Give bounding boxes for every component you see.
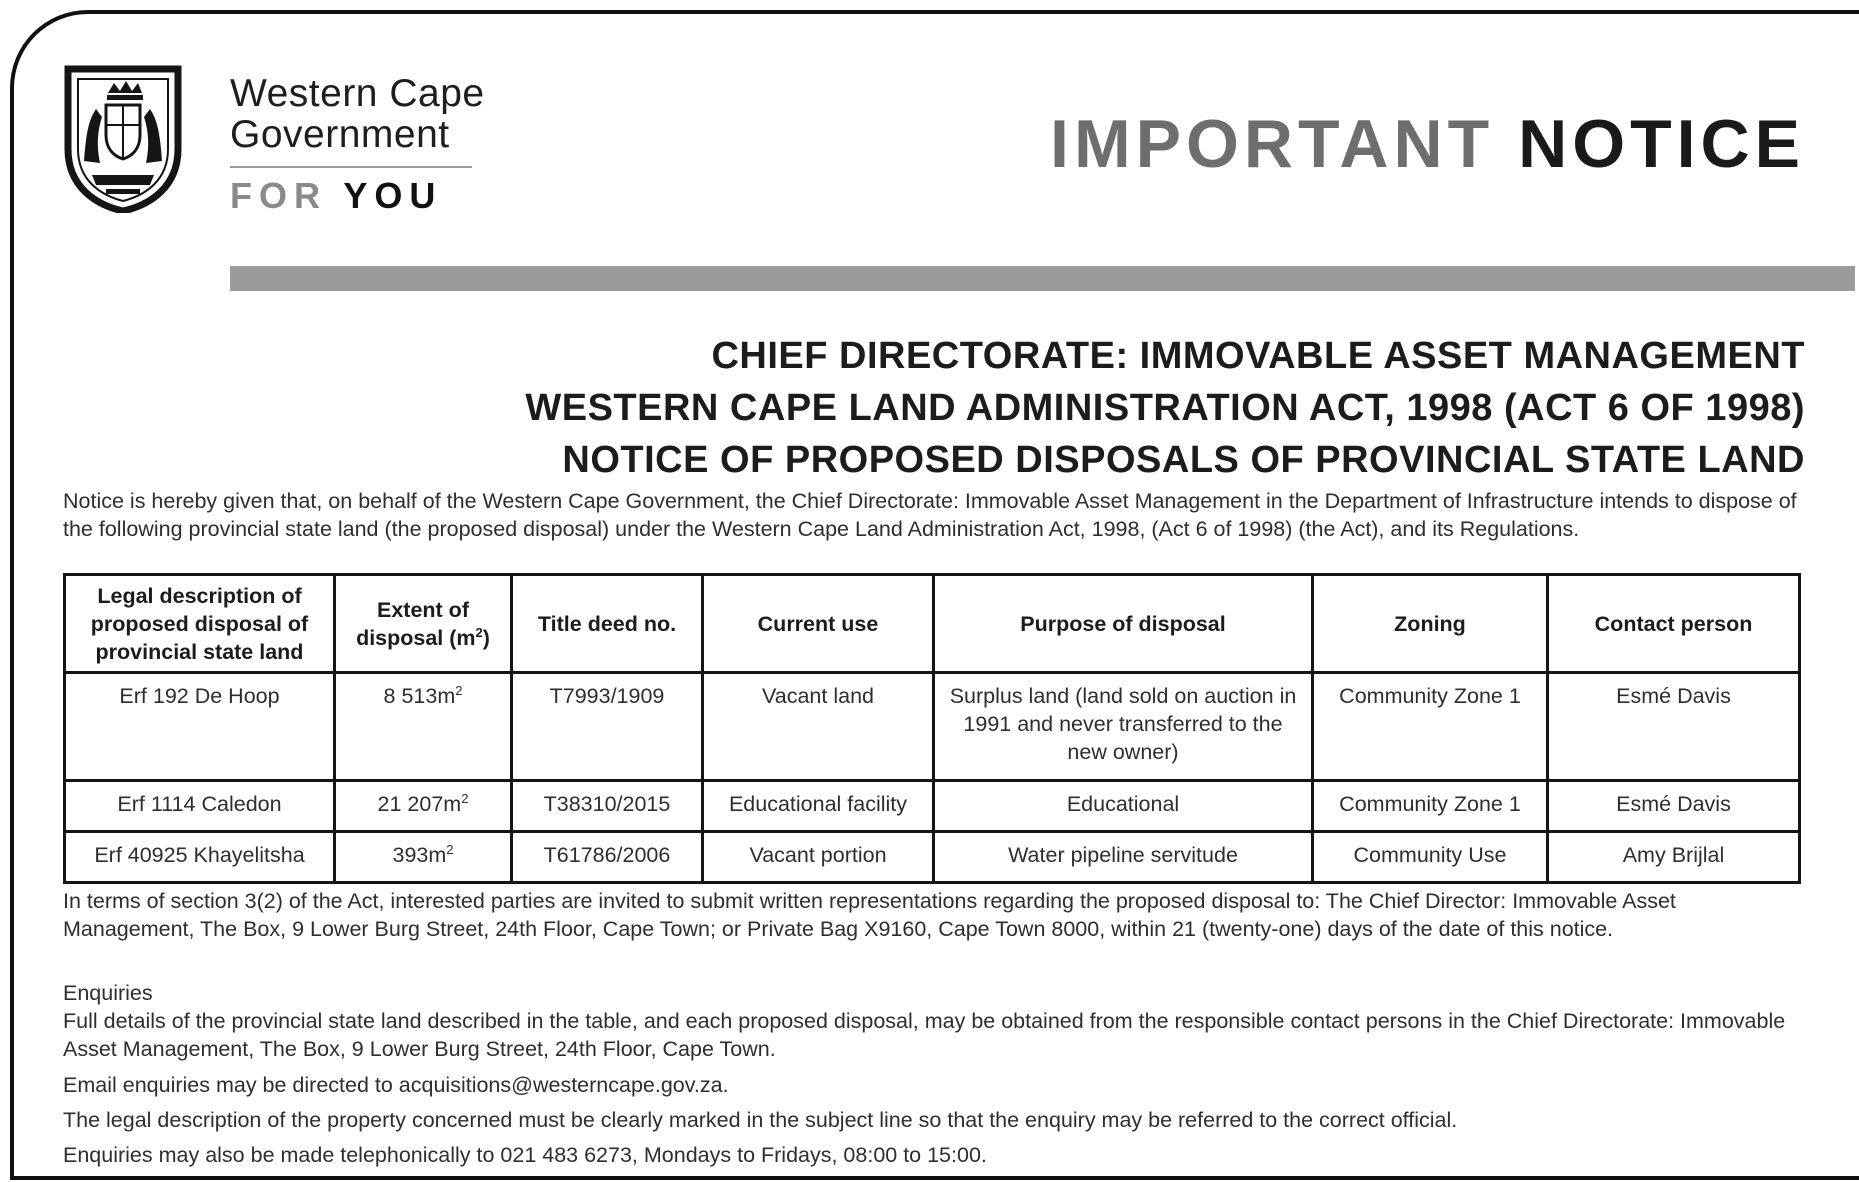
phone-paragraph: Enquiries may also be made telephonically to 021 483 6273, Mondays to Fridays, 08:00 to 15:00. <box>63 1143 987 1167</box>
cell-contact: Esmé Davis <box>1548 673 1800 781</box>
header-contact: Contact person <box>1548 575 1800 673</box>
title-line-1: CHIEF DIRECTORATE: IMMOVABLE ASSET MANAGEMENT <box>711 335 1805 377</box>
header-extent: Extent of disposal $(m^2)$ <box>335 575 512 673</box>
terms-paragraph: In terms of section 3(2) of the Act, interested parties are invited to submit written representations regarding the proposed disposal to: The Chief Director: Immovable Asset Management, The Box, 9 Lower Burg Street, 24th Floor, Cape Town; or Private Bag X9160, Cape Town 8000, within 21 (twenty-one) days of the date of this notice. <box>63 889 1676 941</box>
header-legal-description: Legal description of proposed disposal of provincial state land <box>65 575 335 673</box>
header-zoning: Zoning <box>1313 575 1548 673</box>
cell-title-deed: T61786/2006 <box>512 832 703 883</box>
headline-word-important: IMPORTANT <box>1050 106 1495 182</box>
title-line-3: NOTICE OF PROPOSED DISPOSALS OF PROVINCIAL STATE LAND <box>562 439 1805 481</box>
org-name-line1: Western Cape <box>230 72 485 115</box>
slogan-for: FOR <box>230 175 327 216</box>
cell-extent: 8 $513m^2$ <box>335 673 512 781</box>
cell-current-use: Educational facility <box>703 781 934 832</box>
cell-legal: Erf 40925 Khayelitsha <box>65 832 335 883</box>
cell-purpose: Surplus land (land sold on auction in 1991 and never transferred to the new owner) <box>934 673 1313 781</box>
cell-zoning: Community Use <box>1313 832 1548 883</box>
notice-titles <box>525 330 1805 486</box>
cell-zoning: Community Zone 1 <box>1313 673 1548 781</box>
org-divider <box>230 166 472 168</box>
header-divider-bar <box>230 266 1855 291</box>
title-line-2: WESTERN CAPE LAND ADMINISTRATION ACT, 1998 (ACT 6 OF 1998) <box>525 387 1805 429</box>
header-purpose: Purpose of disposal <box>934 575 1313 673</box>
cell-current-use: Vacant land <box>703 673 934 781</box>
header-current-use: Current use <box>703 575 934 673</box>
cell-title-deed: T38310/2015 <box>512 781 703 832</box>
coat-of-arms-icon <box>62 63 184 213</box>
enquiries-heading: Enquiries <box>63 981 153 1005</box>
cell-purpose: Educational <box>934 781 1313 832</box>
cell-purpose: Water pipeline servitude <box>934 832 1313 883</box>
cell-extent: 21 $207m^2$ <box>335 781 512 832</box>
enquiries-paragraph: Full details of the provincial state land described in the table, and each proposed disposal, may be obtained from the responsible contact persons in the Chief Directorate: Immovable Asset Management, The Box, 9 Lower Burg Street, 24th Floor, Cape Town. <box>63 1009 1786 1061</box>
org-slogan <box>230 176 442 216</box>
headline-word-notice: NOTICE <box>1518 106 1805 182</box>
cell-contact: Esmé Davis <box>1548 781 1800 832</box>
cell-legal: Erf 1114 Caledon <box>65 781 335 832</box>
header-title-deed: Title deed no. <box>512 575 703 673</box>
cell-zoning: Community Zone 1 <box>1313 781 1548 832</box>
table-row <box>65 673 1800 781</box>
slogan-you: YOU <box>343 175 443 216</box>
table-row <box>65 832 1800 883</box>
notice-headline <box>1050 104 1805 184</box>
cell-title-deed: T7993/1909 <box>512 673 703 781</box>
land-disposal-table <box>63 573 1801 884</box>
cell-contact: Amy Brijlal <box>1548 832 1800 883</box>
table-header-row <box>65 575 1800 673</box>
email-paragraph: Email enquiries may be directed to acquisitions@westerncape.gov.za. <box>63 1073 729 1097</box>
subject-line-paragraph: The legal description of the property concerned must be clearly marked in the subject line so that the enquiry may be referred to the correct official. <box>63 1108 1458 1132</box>
table-row <box>65 781 1800 832</box>
intro-paragraph: Notice is hereby given that, on behalf of the Western Cape Government, the Chief Directorate: Immovable Asset Management in the Department of Infrastructure intends to dispose of the following provincial state land (the proposed disposal) under the Western Cape Land Administration Act, 1998, (Act 6 of 1998) (the Act), and its Regulations. <box>63 489 1797 541</box>
cell-legal: Erf 192 De Hoop <box>65 673 335 781</box>
cell-extent: $393m^2$ <box>335 832 512 883</box>
org-name-line2: Government <box>230 113 450 156</box>
cell-current-use: Vacant portion <box>703 832 934 883</box>
